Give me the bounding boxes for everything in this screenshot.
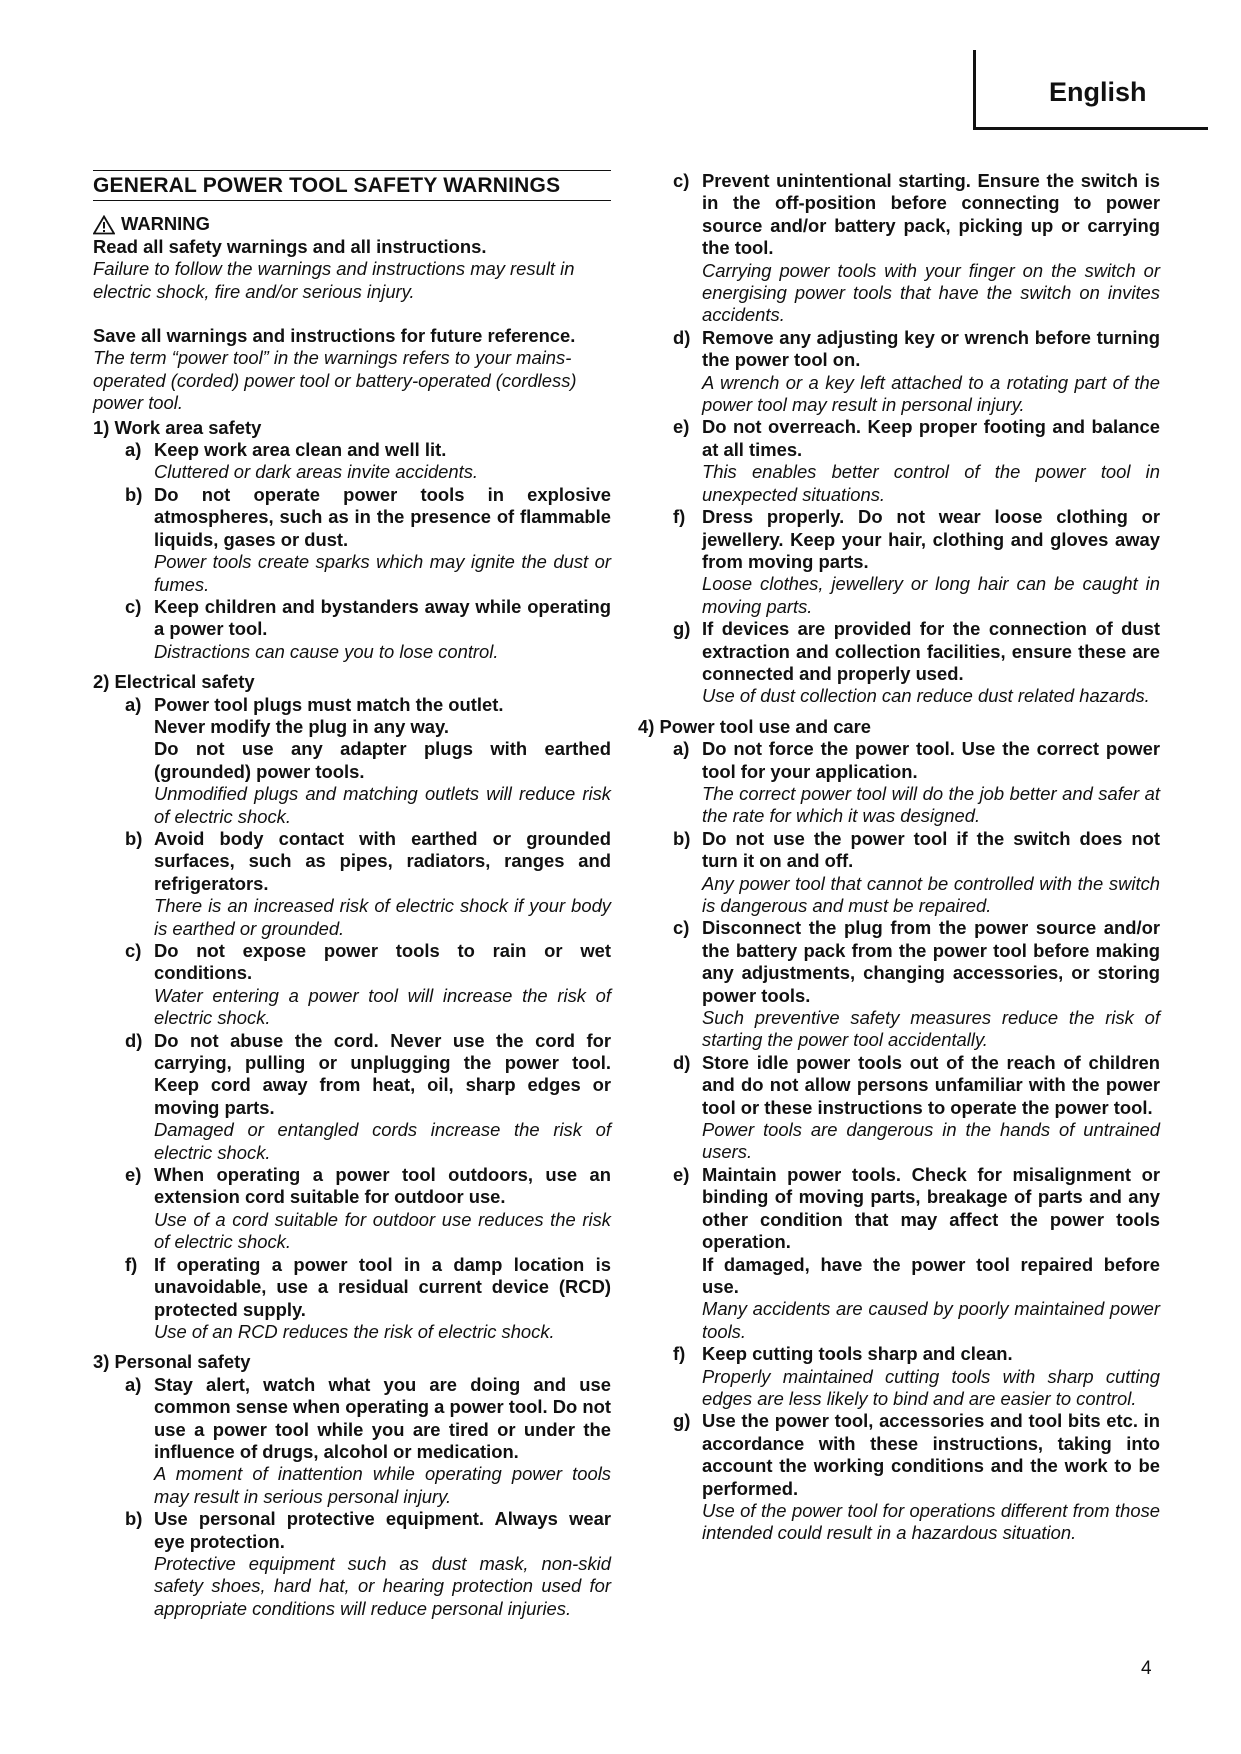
list-item: a) Power tool plugs must match the outlet. Never modify the plug in any way. Do not use any adapter plugs with earthed (grounded) power tools. Unmodified plugs and matching outlets will reduce risk of electric shock. [125, 693, 611, 827]
list-item: c) Prevent unintentional starting. Ensure the switch is in the off-position before connecting to power source and/or battery pack, picking up or carrying the tool. Carrying power tools with your finger on the switch or energising power tools that have the switch on invites accidents. [673, 170, 1160, 326]
warning-label: WARNING [121, 213, 210, 235]
list-item: a) Stay alert, watch what you are doing and use common sense when operating a power tool. Do not use a power tool while you are tired or under the influence of drugs, alcohol or medication. A moment of inattention while operating power tools may result in serious personal injury. [125, 1373, 611, 1507]
save-italic-text: The term “power tool” in the warnings refers to your mains-operated (corded) power tool or battery-operated (cordless) power tool. [93, 347, 577, 414]
list-item: f) Keep cutting tools sharp and clean. Properly maintained cutting tools with sharp cutting edges are less likely to bind and are easier to control. [673, 1343, 1160, 1409]
list-item: d) Do not abuse the cord. Never use the cord for carrying, pulling or unplugging the power tool. Keep cord away from heat, oil, sharp edges or moving parts. Damaged or entangled cords increase the risk of electric shock. [125, 1029, 611, 1163]
list-item: b) Do not use the power tool if the switch does not turn it on and off. Any power tool that cannot be controlled with the switch is dangerous and must be repaired. [673, 827, 1160, 916]
list-item: d) Remove any adjusting key or wrench before turning the power tool on. A wrench or a key left attached to a rotating part of the power tool may result in personal injury. [673, 326, 1160, 416]
list-item: g) Use the power tool, accessories and tool bits etc. in accordance with these instructions, taking into account the working conditions and the work to be performed. Use of the power tool for operations different from those intended could result in a hazardous situation. [673, 1410, 1160, 1544]
left-column [93, 170, 611, 1620]
list-item: e) Do not overreach. Keep proper footing and balance at all times. This enables better control of the power tool in unexpected situations. [673, 416, 1160, 505]
save-bold-text: Save all warnings and instructions for future reference. [93, 325, 576, 347]
list-item: f) If operating a power tool in a damp location is unavoidable, use a residual current device (RCD) protected supply. Use of an RCD reduces the risk of electric shock. [125, 1253, 611, 1342]
page-title: GENERAL POWER TOOL SAFETY WARNINGS [93, 174, 561, 197]
list-item: c) Do not expose power tools to rain or wet conditions. Water entering a power tool will increase the risk of electric shock. [125, 940, 611, 1029]
list-item: a) Keep work area clean and well lit. Cluttered or dark areas invite accidents. [125, 439, 479, 483]
list-item: e) Maintain power tools. Check for misalignment or binding of moving parts, breakage of parts and any other condition that may affect the power tools operation. If damaged, have the power tool repaired before use. Many accidents are caused by poorly maintained power tools. [673, 1163, 1160, 1342]
right-column [640, 170, 1160, 1545]
page-number: 4 [1141, 1658, 1152, 1679]
warning-bold-text: Read all safety warnings and all instructions. [93, 235, 487, 257]
language-label: English [1049, 77, 1147, 107]
warning-italic-text: Failure to follow the warnings and instructions may result in electric shock, fire and/or serious injury. [93, 258, 575, 302]
list-item: b) Do not operate power tools in explosive atmospheres, such as in the presence of flammable liquids, gases or dust. Power tools create sparks which may ignite the dust or fumes. [125, 483, 611, 595]
list-item: a) Do not force the power tool. Use the correct power tool for your application. The correct power tool will do the job better and safer at the rate for which it was designed. [673, 738, 1160, 827]
list-item: b) Avoid body contact with earthed or grounded surfaces, such as pipes, radiators, ranges and refrigerators. There is an increased risk of electric shock if your body is earthed or grounded. [125, 827, 611, 939]
list-item: d) Store idle power tools out of the reach of children and do not allow persons unfamiliar with the power tool or these instructions to operate the power tool. Power tools are dangerous in the hands of untrained users. [673, 1051, 1160, 1163]
section-title-box [93, 170, 611, 201]
section-heading-personal: 3) Personal safety [93, 1351, 251, 1373]
list-item: f) Dress properly. Do not wear loose clothing or jewellery. Keep your hair, clothing and gloves away from moving parts. Loose clothes, jewellery or long hair can be caught in moving parts. [673, 506, 1160, 617]
section-heading-tool-use: 4) Power tool use and care [638, 715, 872, 737]
warning-heading [93, 213, 611, 235]
warning-triangle-icon [93, 215, 115, 235]
section-heading-electrical: 2) Electrical safety [93, 671, 255, 693]
section-heading-work-area: 1) Work area safety [93, 416, 262, 438]
list-item: g) If devices are provided for the connection of dust extraction and collection facilities, ensure these are connected and properly used. Use of dust collection can reduce dust related hazards. [673, 618, 1160, 707]
list-item: c) Keep children and bystanders away while operating a power tool. Distractions can cause you to lose control. [125, 595, 611, 662]
list-item: e) When operating a power tool outdoors, use an extension cord suitable for outdoor use. Use of a cord suitable for outdoor use reduces the risk of electric shock. [125, 1164, 611, 1253]
list-item: c) Disconnect the plug from the power source and/or the battery pack from the power tool before making any adjustments, changing accessories, or storing power tools. Such preventive safety measures reduce the risk of starting the power tool accidentally. [673, 917, 1160, 1051]
list-item: b) Use personal protective equipment. Always wear eye protection. Protective equipment such as dust mask, non-skid safety shoes, hard hat, or hearing protection used for appropriate conditions will reduce personal injuries. [125, 1508, 611, 1619]
language-tab [973, 50, 1208, 130]
